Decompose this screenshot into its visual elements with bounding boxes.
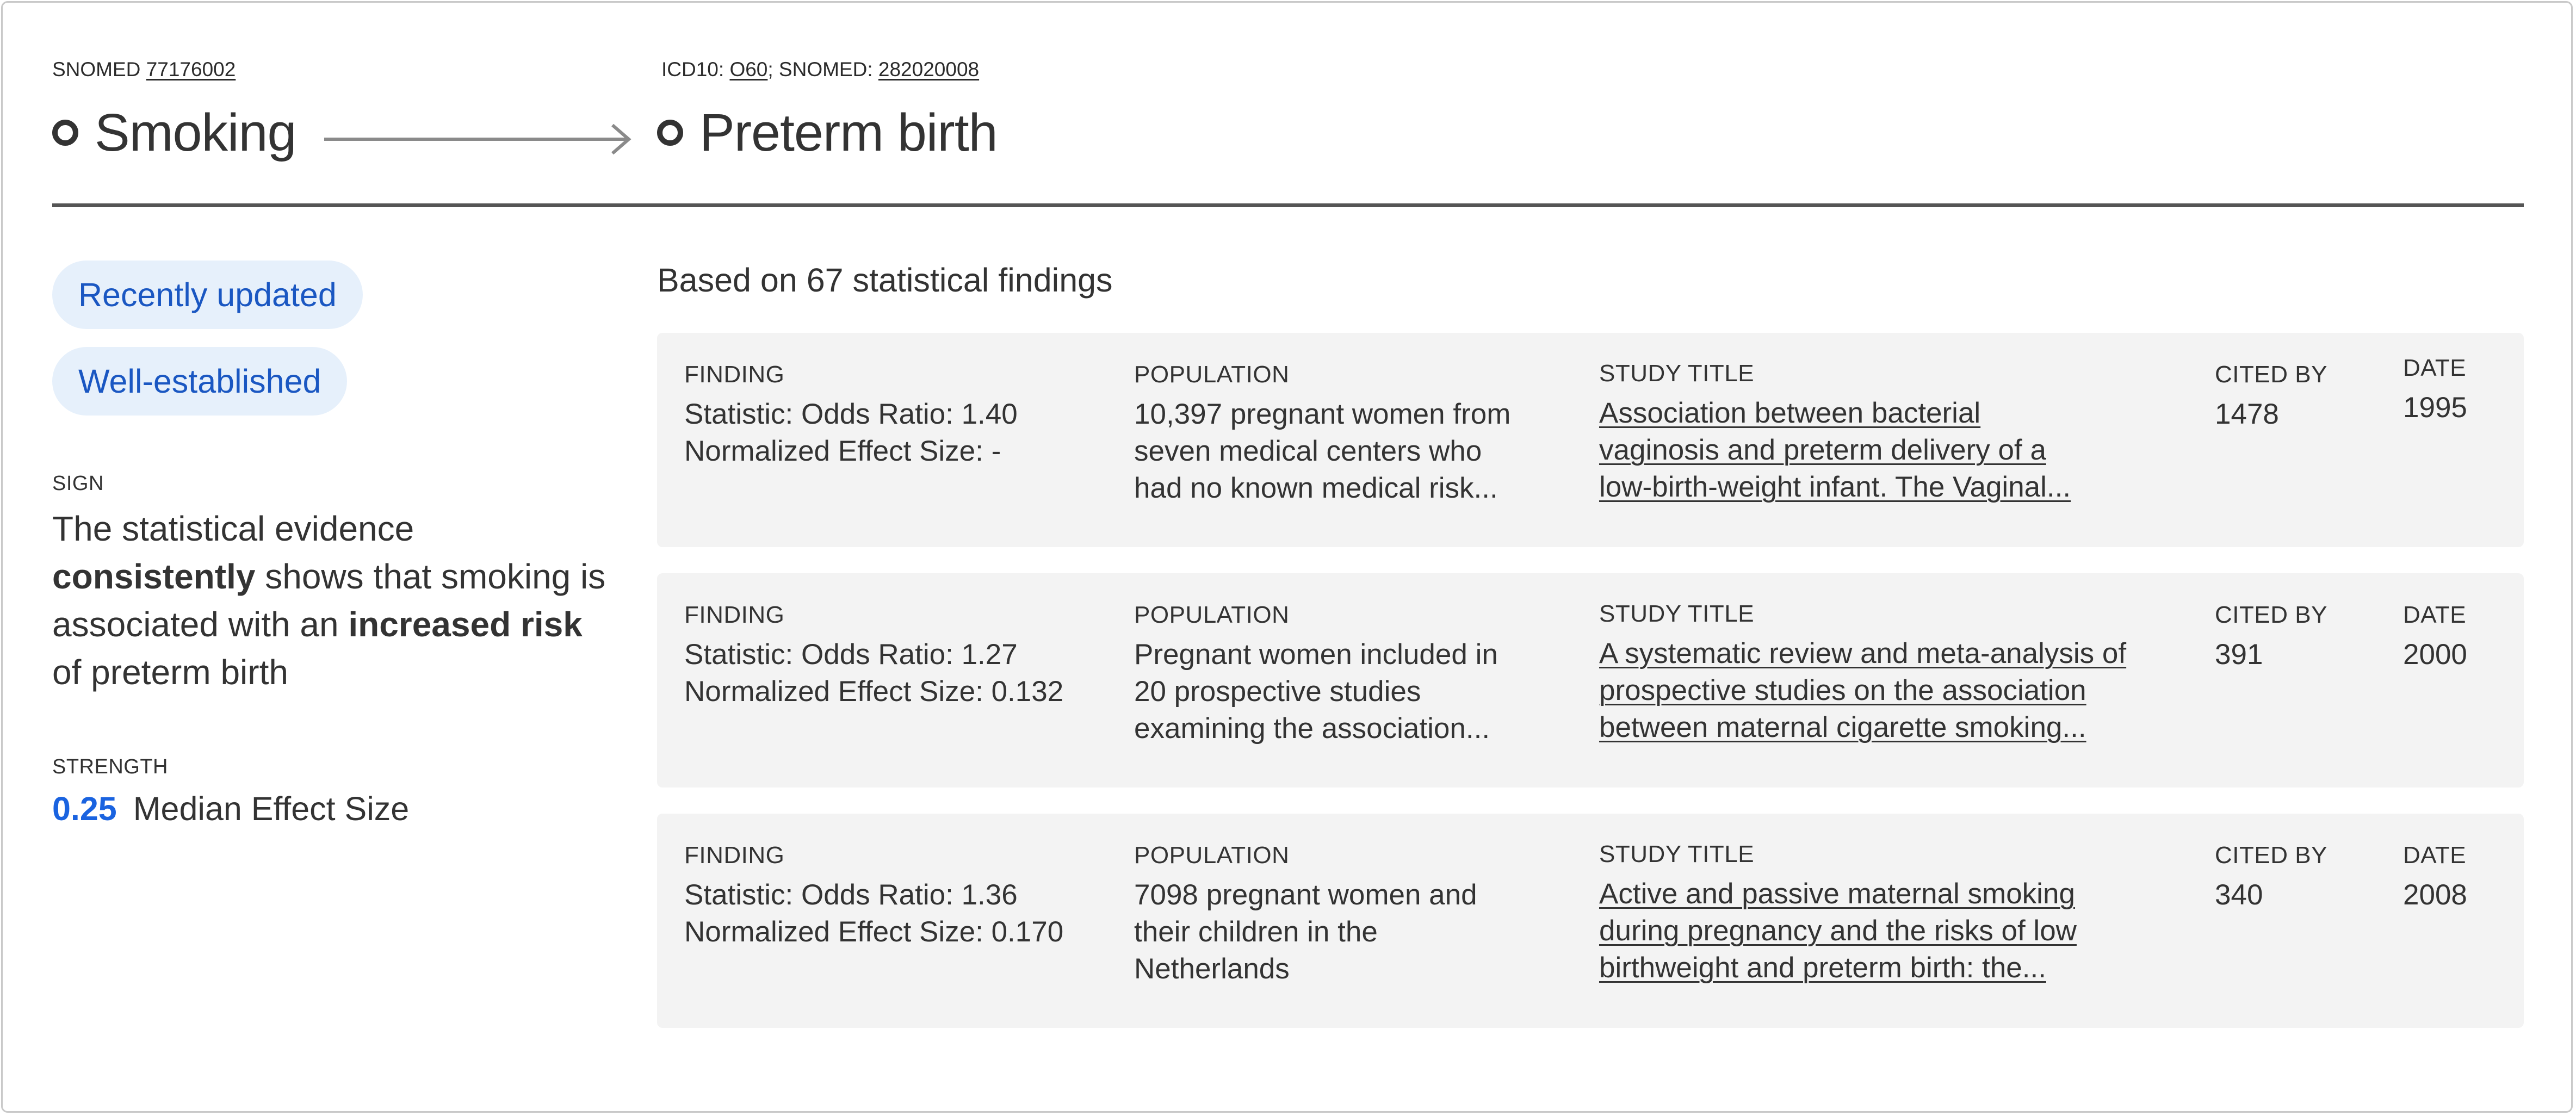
cause-code-line [52,58,236,81]
study-title-line: low-birth-weight infant. The Vaginal... [1599,471,2071,503]
snomed-code-link[interactable]: 282020008 [878,58,980,80]
strength-row [52,790,409,828]
finding-header: FINDING [684,842,785,869]
study-title-line: vaginosis and preterm delivery of a [1599,434,2046,466]
cause-code-system: SNOMED [52,58,141,80]
population-line: examining the association... [1134,712,1490,745]
study-title-column [1599,841,2077,987]
population-line: their children in the [1134,916,1378,948]
population-line: 10,397 pregnant women from [1134,398,1511,430]
strength-value-label: Median Effect Size [133,790,410,827]
ring-dot-icon [657,120,683,146]
study-title-line: prospective studies on the association [1599,674,2086,706]
date-value: 2000 [2403,638,2467,671]
finding-card [657,814,2524,1028]
finding-header: FINDING [684,361,785,388]
cause-code-link[interactable]: 77176002 [146,58,236,80]
study-title-header: STUDY TITLE [1599,360,1755,387]
population-line: had no known medical risk... [1134,472,1498,504]
finding-statistic: Statistic: Odds Ratio: 1.36 [684,879,1018,911]
study-title-line: Active and passive maternal smoking [1599,878,2075,910]
population-column [1134,361,1510,507]
study-title-link[interactable] [1599,635,2126,746]
study-title-line: birthweight and preterm birth: the... [1599,952,2046,984]
cited-by-header: CITED BY [2215,842,2327,869]
finding-statistic: Statistic: Odds Ratio: 1.27 [684,638,1018,671]
strength-value: 0.25 [52,790,117,827]
population-text [1134,877,1477,988]
population-line: 7098 pregnant women and [1134,879,1477,911]
effect-code-separator: ; SNOMED: [767,58,873,80]
population-column [1134,602,1498,747]
finding-card [657,573,2524,788]
finding-column [684,842,1063,951]
cited-by-value: 1478 [2215,398,2279,430]
population-text [1134,636,1498,747]
findings-count: Based on 67 statistical findings [657,262,1113,299]
date-value: 2008 [2403,879,2467,911]
date-column [2403,602,2467,673]
arrow-right-icon [324,124,634,154]
date-header: DATE [2403,602,2467,628]
cited-by-header: CITED BY [2215,602,2327,628]
sign-text-4: is associated with an [52,557,606,644]
population-line: Pregnant women included in [1134,638,1498,671]
date-value: 1995 [2403,392,2467,424]
finding-card [657,333,2524,547]
sign-text-risk: risk [520,605,583,644]
sign-text-7: of preterm birth [52,653,288,692]
finding-statistic: Statistic: Odds Ratio: 1.40 [684,398,1018,430]
sign-text-3: shows that smoking [265,557,571,596]
study-title-column [1599,360,2071,506]
population-column [1134,842,1477,988]
cited-by-column [2215,602,2327,673]
sign-text-increased: increased [348,605,511,644]
cited-by-column [2215,842,2327,914]
date-header: DATE [2403,355,2467,381]
header-divider [52,203,2524,207]
study-title-line: A systematic review and meta-analysis of [1599,637,2127,669]
study-title-header: STUDY TITLE [1599,600,1755,627]
cited-by-header: CITED BY [2215,361,2327,388]
date-column [2403,355,2467,426]
finding-normalized-effect: Normalized Effect Size: 0.132 [684,675,1064,708]
ring-dot-icon [52,120,78,146]
sign-label: SIGN [52,472,104,495]
sign-text-1: The statistical evidence [52,509,414,548]
sign-description [52,505,607,696]
study-title-link[interactable] [1599,876,2077,987]
cause-name: Smoking [95,103,296,162]
finding-normalized-effect: Normalized Effect Size: 0.170 [684,916,1064,948]
finding-normalized-effect: Normalized Effect Size: - [684,435,1001,467]
date-header: DATE [2403,842,2467,869]
finding-header: FINDING [684,602,785,628]
date-column [2403,842,2467,914]
finding-column [684,602,1063,710]
study-title-line: between maternal cigarette smoking... [1599,711,2086,743]
sign-text-consistently: consistently [52,557,256,596]
population-header: POPULATION [1134,602,1290,628]
study-title-link[interactable] [1599,395,2071,506]
study-title-column [1599,600,2126,746]
population-header: POPULATION [1134,361,1290,388]
population-header: POPULATION [1134,842,1290,869]
population-line: seven medical centers who [1134,435,1482,467]
cited-by-value: 391 [2215,638,2263,671]
study-title-header: STUDY TITLE [1599,841,1755,867]
population-line: Netherlands [1134,953,1290,985]
study-title-line: Association between bacterial [1599,397,1981,429]
effect-code-prefix: ICD10: [661,58,725,80]
population-line: 20 prospective studies [1134,675,1421,708]
effect-name: Preterm birth [699,103,998,162]
icd10-code-link[interactable]: O60 [729,58,768,80]
population-text [1134,396,1510,507]
cited-by-column [2215,361,2327,433]
cited-by-value: 340 [2215,879,2263,911]
effect-code-line [661,58,979,81]
well-established-badge[interactable]: Well-established [52,347,347,416]
finding-column [684,361,1018,470]
effect-node[interactable] [657,102,998,163]
recently-updated-badge[interactable]: Recently updated [52,261,363,329]
cause-node[interactable] [52,102,296,163]
study-title-line: during pregnancy and the risks of low [1599,915,2077,947]
strength-label: STRENGTH [52,755,168,778]
